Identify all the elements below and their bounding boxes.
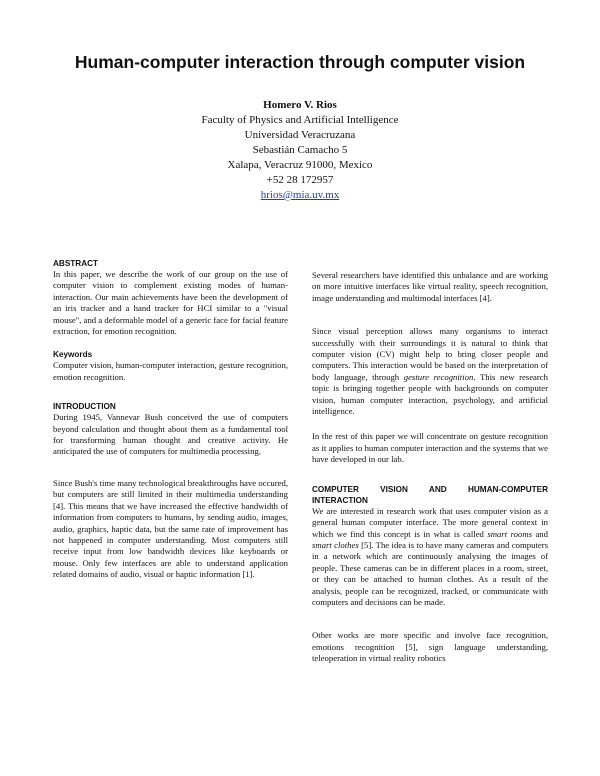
intro-paragraph-1: During 1945, Vannevar Bush conceived the use of computers beyond calculation and thought about them as a fundamental tool for transforming human thought and creative activity. He anticipated the use of computers for multimedia processing. [53,412,288,457]
abstract-heading: ABSTRACT [53,259,99,268]
keywords-text: Computer vision, human-computer interaction, gesture recognition, emotion recognition. [53,360,288,382]
right-paragraph-3: In the rest of this paper we will concentrate on gesture recognition as it applies to human computer interaction and the systems that we have developed in our lab. [312,431,548,465]
smart-rooms-term: smart rooms [487,528,532,539]
author-email-link[interactable]: hrios@mia.uv.mx [260,189,340,201]
introduction-heading: INTRODUCTION [53,402,116,412]
right-paragraph-5: Other works are more specific and involve face recognition, emotions recognition [5], sign language understanding, teleoperation in virtual reality robotics [312,630,548,664]
author-phone: +52 28 172957 [266,174,334,186]
intro-paragraph-2: Since Bush's time many technological breakthroughs have occured, but computers are still limited in their multimedia understanding [4]. This means that we have increased the effective bandwidth of information from computers to humans, by sending audio, images, audio, graphics, haptic data, but the same rate of improvement has not happened in computer understanding. Most computers still receive input from low bandwidth devices like keyboards or mouse. Only few interfaces are able to understand application related domains of audio, visual or haptic information [1]. [53,477,288,580]
author-street: Sebastián Camacho 5 [252,144,348,156]
right-column [312,270,548,665]
right-paragraph-1: Several researchers have identified this unbalance and are working on more intuitive interfaces like virtual reality, speech recognition, image understanding and multimodal interfaces [4]. [312,270,548,303]
gesture-recognition-term: gesture recognition [403,371,474,382]
author-block [0,98,600,203]
author-university: Universidad Veracruzana [244,129,356,141]
author-city: Xalapa, Veracruz 91000, Mexico [227,159,373,171]
left-column [53,258,288,581]
cv-hci-paragraph: We are interested in research work that uses computer vision as a general human computer interface. The more general context in which we find this concept is in what is called smart rooms and smart clothes [5]. The idea is to have many cameras and computers in a network which are continuously analysing the images of people. These cameras can be in different places in a room, street, or they can be attached to human clothes. As a result of the analysis, people can be recognized, tracked, or communicate with computers and decisions can be made. [312,505,549,607]
smart-clothes-term: smart clothes [312,539,359,550]
abstract-text: In this paper, we describe the work of our group on the use of computer vision to complement existing modes of human-interaction. Our main achievements have been the development of an iris tracker and a hand tracker for HCI similar to a "visual mouse", and a deformable model of a generic face for facial feature extraction, for emotion recognition. [53,269,288,337]
author-name: Homero V. Rios [263,99,337,111]
paper-title: Human-computer interaction through computer vision [74,52,526,72]
right-paragraph-2: Since visual perception allows many organisms to interact successfully with their surroundings it is natural to think that computer vision (CV) might help to bring closer people and computers. This interaction would be based on the interpretation of body language, through gesture recognition. This new research topic is bringing together people with backgrounds on computer vision, human computer interaction, psychology, and artificial intelligence. [312,326,548,417]
author-affiliation: Faculty of Physics and Artificial Intelligence [201,114,399,126]
keywords-heading: Keywords [53,350,93,360]
cv-hci-heading-line-1: COMPUTER VISION AND HUMAN-COMPUTER [312,484,548,494]
cv-hci-heading-line-2: INTERACTION [312,495,368,505]
